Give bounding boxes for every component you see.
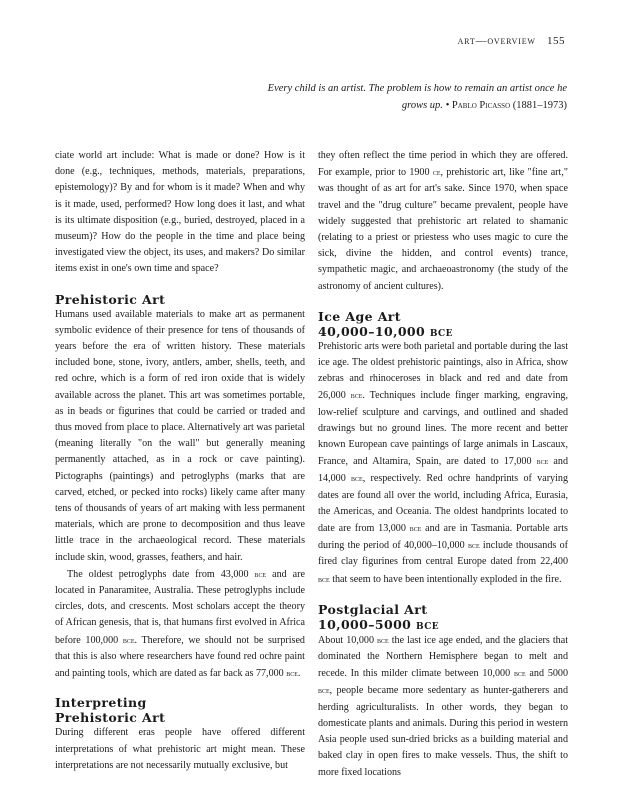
text-run: and are in Tasmania. Portable arts during the period of 40,000–10,000 <box>318 523 568 552</box>
epigraph-quote: Every child is an artist. The problem is how to remain an artist once he grows up. <box>267 83 567 111</box>
era-abbrev: bce <box>467 540 480 551</box>
heading-line: 40,000–10,000 bce <box>318 323 453 339</box>
text-run: . Therefore, we should not be surprised that this is also where researchers have found red ochre paint and painting tools, which are dated as far back as 77,000 <box>55 634 305 680</box>
text-run: About 10,000 <box>318 634 378 646</box>
heading-line: Postglacial Art <box>318 601 428 617</box>
intro-paragraph: ciate world art include: What is made or done? How is it done (e.g., techniques, methods, materials, preparations, epistemology)? By and for whom is it made? When and why is it made, used, performed? How long does it last, and what is its ultimate disposition (e.g., buried, destroyed, placed in a museum)? How do the people in the time and place being investigated view the object, its uses, and makers? Do similar items exist in one's own time and space? <box>55 150 305 275</box>
right-column <box>318 148 568 781</box>
era-abbrev: bce <box>513 668 526 679</box>
era-abbrev: bce <box>122 634 135 645</box>
continued-paragraph <box>318 148 568 295</box>
text-run: , people became more sedentary as hunter-gatherers and herding agriculturalists. In other words, they began to domesticate plants and animals. During this period in western Asia people used sun-dried bricks as a building material and baked clay in open fires to make vessels. Thus, the shift to more fixed locations <box>318 685 568 778</box>
era-abbrev: bce <box>350 390 363 401</box>
running-head <box>458 35 565 47</box>
text-run: , prehistoric art, like "fine art," was thought of as art for art's sake. Since 1970, when space travel and the "drug culture" became prevalent, people have widely suggested that prehistoric art related to shamanic (relating to a priest or priestess who uses magic to cure the sick, divine the hidden, and control events) trance, sympathetic magic, and archaeoastronomy (the study of the astronomy of ancient cultures). <box>318 167 568 292</box>
era-abbrev: bce <box>254 568 267 579</box>
era-abbrev: bce <box>536 456 549 467</box>
heading-postglacial-art <box>318 602 568 632</box>
running-head-section: art—overview <box>457 35 536 47</box>
era-abbrev: bce <box>409 523 422 534</box>
heading-line: Interpreting <box>55 695 147 711</box>
text-run: and 14,000 <box>318 456 568 485</box>
heading-interpreting-prehistoric-art <box>55 695 305 725</box>
heading-ice-age-art <box>318 309 568 339</box>
epigraph-bullet: • <box>445 100 450 111</box>
page-number: 155 <box>547 35 565 47</box>
epigraph-attribution: Pablo Picasso (1881–1973) <box>451 100 567 111</box>
text-run: Prehistoric arts were both parietal and portable during the last ice age. The oldest prehistoric paintings, also in Africa, show zebras and rhinoceroses in black and red and date from 26,000 <box>318 340 568 402</box>
prehistoric-paragraph-2 <box>55 566 305 682</box>
left-column <box>55 148 305 774</box>
era-abbrev: bce <box>286 668 298 679</box>
interpreting-paragraph-1: During different eras people have offered different interpretations of what prehistoric art might mean. These interpretations are not necessarily mutually exclusive, but <box>55 727 305 771</box>
text-run: that seem to have been intentionally exploded in the fire. <box>329 573 562 585</box>
heading-line: 10,000–5000 bce <box>318 616 440 632</box>
text-run: the last ice age ended, and the glaciers that dominated the Northern Hemisphere began to melt and recede. In this milder climate between 10,000 <box>318 634 568 680</box>
text-run: include thousands of fired clay figurines from central Europe dated from 22,400 <box>318 540 568 568</box>
postglacial-paragraph <box>318 632 568 781</box>
era-abbrev: ce <box>432 167 441 178</box>
text-run: and 5000 <box>525 668 569 680</box>
text-run: they often reflect the time period in which they are offered. For example, prior to 1900 <box>318 150 568 179</box>
prehistoric-paragraph-1: Humans used available materials to make art as permanent symbolic evidence of their presence for tens of thousands of years before the era of written history. These materials included bone, stone, ivory, antlers, amber, shells, teeth, and red ochre, which is a form of red iron oxide that is widely available across the planet. This art was sometimes portable, as in beads or figurines that could be carried or traded and thus moved from place to place. Alternatively art was parietal (meaning literally "on the wall" but generally meaning permanently attached, as in a rock or cave painting). Pictographs (paintings) and petroglyphs (marks that are carved, etched, or pecked into rocks) likely came after many tens of thousands of years of art making with less permanent materials, which are prone to decomposition and thus leave little trace in the archaeological record. These materials include skin, wood, grasses, feathers, and hair. <box>55 308 305 563</box>
heading-line: Ice Age Art <box>318 308 401 324</box>
text-run: The oldest petroglyphs date from 43,000 <box>67 568 255 580</box>
heading-line: Prehistoric Art <box>55 710 166 726</box>
era-abbrev: bce <box>318 685 330 696</box>
heading-prehistoric-art: Prehistoric Art <box>55 291 166 307</box>
text-run: . Techniques include finger marking, engraving, low-relief sculpture and carvings, and outlined and shaded drawings but no ground lines. The more recent and better known European cave paintings of large animals in Lascaux, France, and Altamira, Spain, are dated to 17,000 <box>318 390 568 468</box>
ice-age-paragraph <box>318 339 568 588</box>
epigraph <box>247 80 567 114</box>
era-abbrev: bce <box>318 573 330 584</box>
text-run: . <box>297 668 301 680</box>
text-run: and are located in Panaramitee, Australia. These petroglyphs include circles, dots, and crescents. Most scholars accept the theory of African genesis, that is, that humans first evolved in Africa before 100,000 <box>55 568 305 646</box>
text-run: , respectively. Red ochre handprints of varying dates are found all over the world, including Africa, Eurasia, the Americas, and Oceania. The oldest handprints located to date are from 13,000 <box>318 473 569 535</box>
era-abbrev: bce <box>351 473 363 484</box>
era-abbrev: bce <box>377 634 389 645</box>
